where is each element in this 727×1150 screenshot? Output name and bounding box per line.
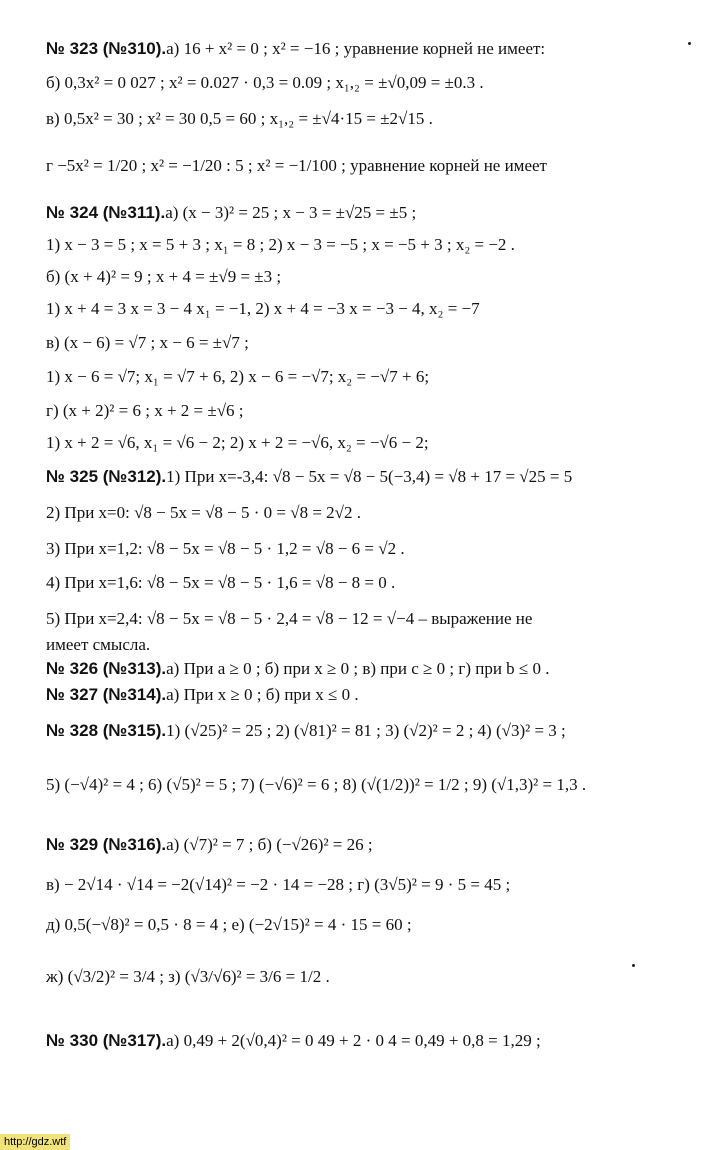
problem-329-v-g: в) − 2√14 · √14 = −2(√14)² = −2 · 14 = −28 ; г) (3√5)² = 9 · 5 = 45 ; (46, 875, 511, 894)
source-link[interactable]: http://gdz.wtf (0, 1134, 70, 1150)
problem-330-heading: № 330 (№317).а) 0,49 + 2(√0,4)² = 0 49 + 2 · 0 4 = 0,49 + 0,8 = 1,29 ; (46, 1031, 541, 1050)
problem-324-a-solution: 1) x − 3 = 5 ; x = 5 + 3 ; x₁ = 8 ; 2) x − 3 = −5 ; x = −5 + 3 ; x₂ = −2 . (46, 235, 515, 254)
problem-324-b: б) (x + 4)² = 9 ; x + 4 = ±√9 = ±3 ; (46, 267, 282, 286)
problem-324-b-solution: 1) x + 4 = 3 x = 3 − 4 x₁ = −1, 2) x + 4 = −3 x = −3 − 4, x₂ = −7 (46, 299, 480, 318)
problem-327-heading: № 327 (№314).а) При x ≥ 0 ; б) при x ≤ 0 . (46, 685, 359, 704)
problem-329-heading: № 329 (№316).а) (√7)² = 7 ; б) (−√26)² = 26 ; (46, 835, 373, 854)
problem-325-heading: № 325 (№312).1) При x=-3,4: √8 − 5x = √8 − 5(−3,4) = √8 + 17 = √25 = 5 (46, 467, 573, 486)
problem-323-b: б) 0,3x² = 0 027 ; x² = 0.027 · 0,3 = 0.09 ; x₁,₂ = ±√0,09 = ±0.3 . (46, 73, 484, 92)
problem-323-v: в) 0,5x² = 30 ; x² = 30 0,5 = 60 ; x₁,₂ = ±√4·15 = ±2√15 . (46, 109, 433, 128)
problem-325-4: 4) При x=1,6: √8 − 5x = √8 − 5 · 1,6 = √8 − 8 = 0 . (46, 573, 396, 592)
problem-325-3: 3) При x=1,2: √8 − 5x = √8 − 5 · 1,2 = √8 − 6 = √2 . (46, 539, 405, 558)
problem-329-zh-z: ж) (√3/2)² = 3/4 ; з) (√3/√6)² = 3/6 = 1/2 . (46, 967, 330, 986)
problem-324-v-solution: 1) x − 6 = √7; x₁ = √7 + 6, 2) x − 6 = −√7; x₂ = −√7 + 6; (46, 367, 430, 386)
speck-mark (688, 42, 691, 45)
problem-326-heading: № 326 (№313).а) При a ≥ 0 ; б) при x ≥ 0 ; в) при c ≥ 0 ; г) при b ≤ 0 . (46, 659, 550, 678)
problem-323-heading: № 323 (№310).а) 16 + x² = 0 ; x² = −16 ; уравнение корней не имеет: (46, 39, 546, 58)
problem-324-g-solution: 1) x + 2 = √6, x₁ = √6 − 2; 2) x + 2 = −√6, x₂ = −√6 − 2; (46, 433, 429, 452)
problem-325-2: 2) При x=0: √8 − 5x = √8 − 5 · 0 = √8 = 2√2 . (46, 503, 362, 522)
problem-325-5: 5) При x=2,4: √8 − 5x = √8 − 5 · 2,4 = √8 − 12 = √−4 – выражение не (46, 609, 533, 628)
problem-324-g: г) (x + 2)² = 6 ; x + 2 = ±√6 ; (46, 401, 244, 420)
speck-mark (632, 964, 635, 967)
problem-324-heading: № 324 (№311).а) (x − 3)² = 25 ; x − 3 = ±√25 = ±5 ; (46, 203, 417, 222)
problem-323-g: г −5x² = 1/20 ; x² = −1/20 : 5 ; x² = −1/100 ; уравнение корней не имеет (46, 156, 547, 175)
problem-328-cont: 5) (−√4)² = 4 ; 6) (√5)² = 5 ; 7) (−√6)² = 6 ; 8) (√(1/2))² = 1/2 ; 9) (√1,3)² = 1,3 . (46, 775, 587, 794)
problem-329-d-e: д) 0,5(−√8)² = 0,5 · 8 = 4 ; е) (−2√15)² = 4 · 15 = 60 ; (46, 915, 412, 934)
problem-325-5-cont: имеет смысла. (46, 635, 151, 654)
problem-324-v: в) (x − 6) = √7 ; x − 6 = ±√7 ; (46, 333, 249, 352)
problem-328-heading: № 328 (№315).1) (√25)² = 25 ; 2) (√81)² = 81 ; 3) (√2)² = 2 ; 4) (√3)² = 3 ; (46, 721, 566, 740)
